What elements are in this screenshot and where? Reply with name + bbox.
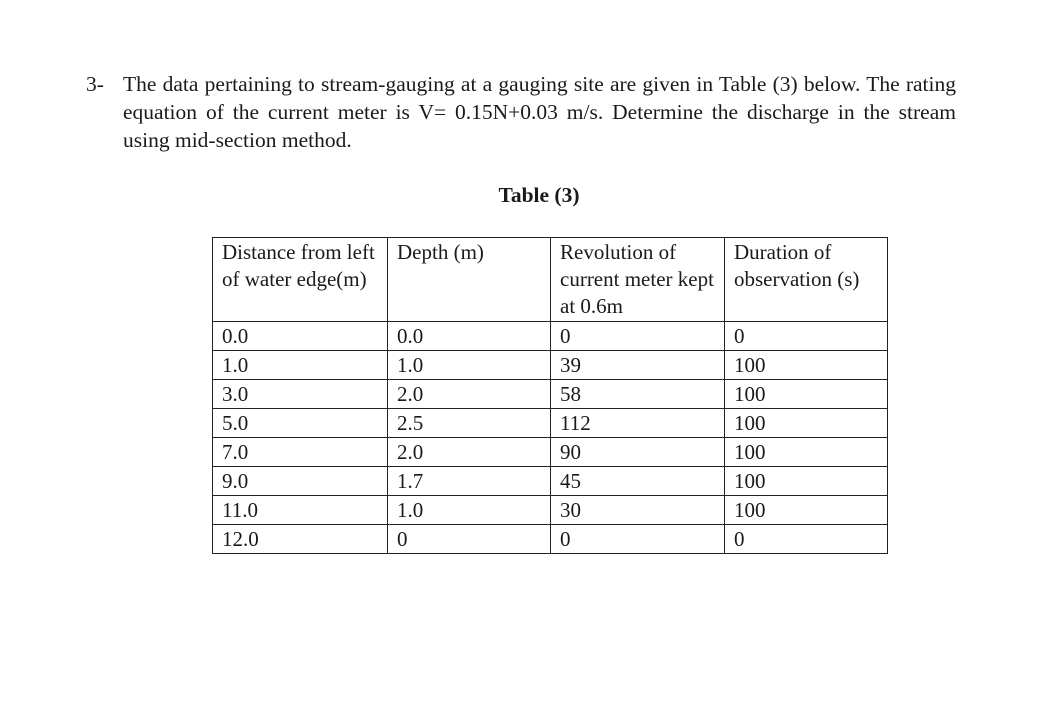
cell-distance: 9.0 (213, 467, 388, 496)
header-depth: Depth (m) (388, 238, 551, 322)
table-row (213, 467, 888, 496)
cell-depth: 2.0 (388, 438, 551, 467)
table-row (213, 380, 888, 409)
cell-distance: 11.0 (213, 496, 388, 525)
cell-revolution: 0 (551, 322, 725, 351)
cell-distance: 1.0 (213, 351, 388, 380)
question-number: 3- (86, 72, 104, 96)
table-row (213, 496, 888, 525)
cell-depth: 1.0 (388, 351, 551, 380)
cell-duration: 100 (725, 438, 888, 467)
table-row (213, 322, 888, 351)
cell-revolution: 112 (551, 409, 725, 438)
cell-distance: 5.0 (213, 409, 388, 438)
question-text: The data pertaining to stream-gauging at a gauging site are given in Table (3) below. The rating equation of the current meter is V= 0.15N+0.03 m/s. Determine the discharge in the stream using mid-section method. (123, 72, 956, 152)
cell-duration: 0 (725, 525, 888, 554)
table-header-row (213, 238, 888, 322)
cell-distance: 7.0 (213, 438, 388, 467)
cell-distance: 12.0 (213, 525, 388, 554)
cell-revolution: 39 (551, 351, 725, 380)
cell-depth: 2.0 (388, 380, 551, 409)
cell-revolution: 58 (551, 380, 725, 409)
cell-distance: 0.0 (213, 322, 388, 351)
cell-duration: 100 (725, 409, 888, 438)
data-table (212, 237, 888, 554)
header-distance: Distance from left of water edge(m) (213, 238, 388, 322)
table-caption: Table (3) (498, 183, 580, 207)
cell-revolution: 45 (551, 467, 725, 496)
cell-depth: 2.5 (388, 409, 551, 438)
cell-duration: 100 (725, 351, 888, 380)
header-duration: Duration of observation (s) (725, 238, 888, 322)
cell-duration: 100 (725, 467, 888, 496)
cell-revolution: 0 (551, 525, 725, 554)
table-row (213, 409, 888, 438)
cell-duration: 100 (725, 496, 888, 525)
table-row (213, 525, 888, 554)
header-revolution: Revolution of current meter kept at 0.6m (551, 238, 725, 322)
question-block (86, 70, 956, 154)
cell-revolution: 30 (551, 496, 725, 525)
cell-depth: 0.0 (388, 322, 551, 351)
cell-depth: 1.7 (388, 467, 551, 496)
cell-depth: 1.0 (388, 496, 551, 525)
cell-depth: 0 (388, 525, 551, 554)
cell-duration: 100 (725, 380, 888, 409)
table-row (213, 438, 888, 467)
cell-distance: 3.0 (213, 380, 388, 409)
cell-duration: 0 (725, 322, 888, 351)
table-row (213, 351, 888, 380)
cell-revolution: 90 (551, 438, 725, 467)
